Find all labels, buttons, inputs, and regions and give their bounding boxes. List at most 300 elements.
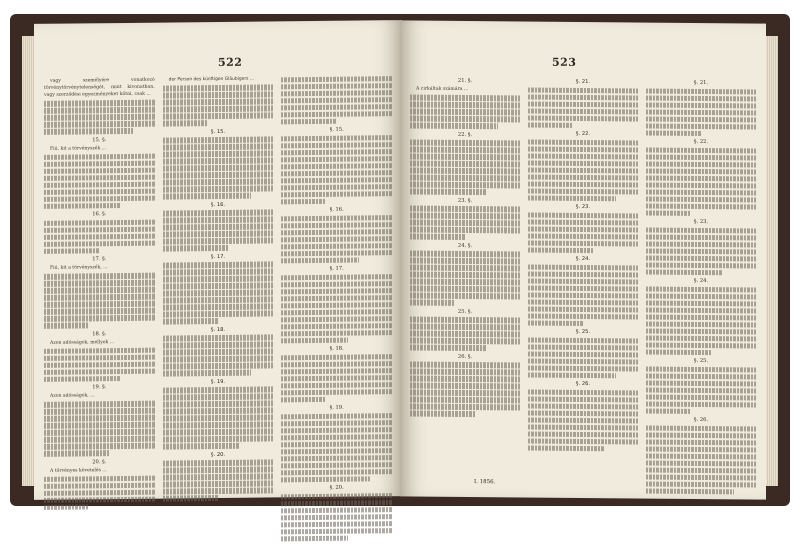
section-heading: §. 17.: [329, 265, 344, 272]
text-line: [646, 335, 756, 341]
text-line: [163, 480, 274, 487]
text-line: [528, 108, 638, 114]
text-line: [528, 87, 638, 93]
text-line: [646, 88, 756, 94]
text-line: [281, 281, 392, 288]
text-line: [410, 375, 520, 381]
text-line: [44, 415, 155, 422]
text-line: [44, 301, 155, 308]
text-line: [44, 195, 155, 202]
text-line: [410, 264, 520, 270]
text-line: [528, 313, 638, 319]
text-line: [281, 243, 392, 250]
text-line: [44, 181, 155, 188]
text-line: [44, 100, 155, 107]
section-heading: 17. §.: [92, 256, 107, 263]
text-line: [646, 234, 756, 240]
text-line: [410, 337, 520, 343]
text-line: [163, 296, 274, 303]
text-line: [163, 334, 274, 341]
text-line: [528, 351, 638, 357]
text-line: [528, 344, 638, 350]
text-line: [410, 299, 454, 305]
text-line: [163, 362, 274, 369]
section-heading: §. 25.: [575, 328, 591, 336]
text-line: [410, 226, 520, 232]
text-line: [646, 293, 756, 299]
text-line: [163, 466, 274, 473]
text-line: [410, 146, 520, 152]
text-line: [281, 83, 392, 90]
text-line: [646, 161, 756, 167]
text-line: [163, 91, 274, 98]
text-line: [163, 407, 274, 414]
text-line: [281, 76, 392, 83]
text-line: [646, 401, 756, 407]
text-line: [281, 198, 325, 204]
text-line: [528, 101, 638, 107]
section-heading: §. 15.: [329, 126, 344, 133]
section-text: vagy személyére vonatkozó törvénytörvénytelenségét, mint kivonatban, vagy szerződési egyezményeket kötni, csak ...: [44, 77, 155, 98]
text-line: [163, 209, 274, 216]
section-heading: §. 16.: [210, 201, 226, 208]
text-line: [646, 286, 756, 292]
text-line: [646, 109, 756, 115]
text-line: [528, 306, 638, 312]
text-line: [281, 288, 392, 295]
text-line: [281, 535, 347, 541]
text-line: [281, 170, 392, 177]
text-line: [646, 446, 756, 452]
text-line: [410, 205, 520, 211]
text-line: [163, 428, 274, 435]
text-line: [44, 273, 155, 280]
text-line: [163, 473, 274, 480]
text-line: [528, 226, 638, 232]
text-line: [281, 97, 392, 104]
section-heading: §. 16.: [329, 206, 344, 213]
text-line: [163, 459, 274, 466]
text-line: [646, 394, 756, 400]
text-line: [281, 111, 392, 118]
text-line: [44, 354, 155, 361]
text-line: [163, 193, 252, 199]
section-heading: §. 23.: [693, 218, 709, 226]
text-line: [410, 160, 520, 166]
text-line: [646, 432, 756, 438]
text-line: [44, 315, 155, 322]
text-line: [281, 354, 392, 361]
text-line: [44, 408, 155, 415]
text-line: [646, 175, 756, 181]
section-heading: 23. §.: [457, 197, 473, 204]
text-line: [281, 257, 358, 263]
section-heading: 22. §.: [457, 131, 473, 138]
text-line: [410, 139, 520, 145]
text-line: [646, 321, 756, 327]
text-line: [281, 229, 392, 236]
text-line: [528, 195, 616, 201]
text-line: [528, 278, 638, 284]
text-line: [410, 219, 520, 225]
text-line: [281, 215, 392, 222]
text-line: [163, 386, 274, 393]
text-line: [163, 341, 274, 348]
text-line: [646, 300, 756, 306]
section-heading: §. 26.: [693, 416, 709, 424]
text-line: [646, 460, 756, 466]
text-line: [44, 368, 155, 375]
text-line: [528, 299, 638, 305]
right-page: [400, 20, 766, 499]
text-line: [410, 108, 520, 114]
text-line: [528, 320, 583, 326]
text-line: [163, 164, 274, 171]
text-line: [163, 98, 274, 105]
text-line: [528, 389, 638, 395]
text-line: [281, 375, 392, 382]
text-line: [410, 122, 498, 128]
text-line: [646, 307, 756, 313]
text-line: [281, 149, 392, 156]
text-line: [281, 469, 392, 476]
text-line: [163, 261, 274, 268]
text-line: [281, 396, 325, 402]
text-line: [646, 439, 756, 445]
text-line: [646, 154, 756, 160]
right-page-edges: [764, 36, 778, 486]
text-line: [44, 347, 155, 354]
section-heading: §. 19.: [210, 378, 226, 385]
text-line: [410, 278, 520, 284]
text-line: [44, 450, 110, 456]
text-line: [281, 455, 392, 462]
text-line: [528, 146, 638, 152]
text-line: [163, 310, 274, 317]
text-line: [410, 330, 520, 336]
text-line: [646, 95, 756, 101]
text-line: [281, 156, 392, 163]
text-line: [528, 212, 638, 218]
text-line: [410, 153, 520, 159]
text-line: [410, 410, 476, 416]
text-line: [44, 128, 133, 134]
text-line: [646, 328, 756, 334]
text-line: [410, 323, 520, 329]
left-page: [34, 20, 402, 500]
text-line: [281, 330, 392, 337]
text-line: [44, 188, 155, 195]
text-line: [163, 370, 252, 376]
text-line: [528, 181, 638, 187]
text-line: [163, 230, 274, 237]
text-line: [281, 434, 392, 441]
text-line: [281, 177, 392, 184]
text-line: [163, 216, 274, 223]
text-line: [646, 203, 756, 209]
text-line: [646, 241, 756, 247]
text-line: [163, 237, 274, 244]
text-line: [281, 142, 392, 149]
text-line: [528, 358, 638, 364]
text-line: [163, 136, 274, 143]
text-line: [410, 382, 520, 388]
text-line: [281, 493, 392, 500]
text-line: [410, 233, 465, 239]
text-line: [281, 507, 392, 514]
text-line: [163, 355, 274, 362]
left-page-columns: [44, 74, 392, 490]
left-column-german: [163, 75, 274, 488]
text-line: [163, 289, 274, 296]
text-line: [281, 448, 392, 455]
left-page-number: 522: [218, 55, 243, 69]
section-heading: §. 21.: [575, 78, 591, 86]
right-page-columns: [410, 74, 756, 489]
section-heading: §. 17.: [210, 253, 226, 260]
text-line: [410, 181, 520, 187]
section-heading: 19. §.: [92, 384, 107, 391]
text-line: [410, 101, 520, 107]
text-line: [410, 250, 520, 256]
text-line: [163, 275, 274, 282]
text-line: [281, 309, 392, 316]
text-line: [646, 130, 701, 136]
text-line: [163, 421, 274, 428]
text-line: [44, 308, 155, 315]
text-line: [281, 420, 392, 427]
text-line: [410, 271, 520, 277]
section-text: der Person des künftigen Gläubigers ...: [168, 76, 254, 83]
text-line: [281, 476, 370, 482]
text-line: [646, 488, 734, 494]
text-line: [528, 438, 638, 444]
text-line: [528, 139, 638, 145]
section-heading: §. 26.: [575, 380, 591, 388]
section-heading: 15. §.: [92, 136, 107, 143]
text-line: [281, 323, 392, 330]
text-line: [281, 222, 392, 229]
section-text: A cirkáltak számára ...: [416, 86, 469, 92]
text-line: [528, 396, 638, 402]
text-line: [281, 337, 347, 343]
text-line: [646, 102, 756, 108]
text-line: [281, 191, 392, 198]
text-line: [410, 389, 520, 395]
text-line: [528, 431, 638, 437]
text-line: [44, 475, 155, 482]
text-line: [44, 294, 155, 301]
text-line: [44, 504, 88, 510]
text-line: [646, 196, 756, 202]
text-line: [163, 487, 274, 494]
text-line: [163, 435, 274, 442]
text-line: [163, 185, 274, 192]
text-line: [281, 316, 392, 323]
text-line: [163, 171, 274, 178]
text-line: [410, 174, 520, 180]
text-line: [410, 285, 520, 291]
section-text: Fiú, kit a törvényszék, ...: [50, 265, 108, 271]
text-line: [281, 427, 392, 434]
text-line: [646, 349, 712, 355]
text-line: [44, 167, 155, 174]
section-heading: 18. §.: [92, 330, 107, 337]
page-footer: I. 1856.: [474, 479, 496, 486]
text-line: [528, 424, 638, 430]
text-line: [646, 408, 690, 414]
text-line: [163, 414, 274, 421]
text-line: [163, 400, 274, 407]
text-line: [528, 292, 638, 298]
text-line: [163, 348, 274, 355]
text-line: [646, 453, 756, 459]
text-line: [528, 417, 638, 423]
text-line: [281, 236, 392, 243]
text-line: [528, 240, 638, 246]
text-line: [528, 153, 638, 159]
text-line: [646, 147, 756, 153]
text-line: [281, 163, 392, 170]
section-heading: §. 23.: [575, 203, 591, 211]
text-line: [44, 429, 155, 436]
text-line: [646, 227, 756, 233]
text-line: [410, 292, 520, 298]
text-line: [646, 262, 756, 268]
text-line: [528, 247, 594, 253]
text-line: [528, 372, 616, 378]
text-line: [646, 380, 756, 386]
text-line: [44, 121, 155, 128]
open-book: [10, 14, 790, 506]
text-line: [646, 481, 756, 487]
text-line: [281, 462, 392, 469]
text-line: [281, 90, 392, 97]
text-line: [163, 245, 229, 251]
text-line: [44, 361, 155, 368]
text-line: [163, 223, 274, 230]
text-line: [44, 322, 88, 328]
section-heading: 21. §.: [457, 77, 473, 85]
text-line: [646, 366, 756, 372]
text-line: [646, 269, 723, 275]
text-line: [646, 255, 756, 261]
section-heading: §. 25.: [693, 357, 709, 365]
section-heading: §. 24.: [693, 277, 709, 285]
text-line: [163, 268, 274, 275]
text-line: [44, 287, 155, 294]
text-line: [44, 153, 155, 160]
text-line: [163, 393, 274, 400]
text-line: [281, 135, 392, 142]
text-line: [528, 167, 638, 173]
text-line: [44, 376, 121, 382]
text-line: [528, 94, 638, 100]
text-line: [528, 285, 638, 291]
text-line: [281, 302, 392, 309]
right-column-german: [528, 76, 638, 489]
text-line: [646, 373, 756, 379]
text-line: [44, 174, 155, 181]
text-line: [410, 94, 520, 100]
text-line: [281, 521, 392, 528]
section-heading: 16. §.: [92, 211, 107, 218]
section-heading: §. 18.: [210, 326, 226, 333]
text-line: [410, 167, 520, 173]
text-line: [44, 443, 155, 450]
text-line: [646, 467, 756, 473]
text-line: [44, 482, 155, 489]
text-line: [44, 160, 155, 167]
text-line: [163, 120, 207, 126]
section-heading: 26. §.: [457, 353, 473, 360]
text-line: [44, 107, 155, 114]
text-line: [281, 118, 336, 124]
section-text: Azon adósságok, ...: [50, 393, 95, 399]
section-text: A törvényes követelés ...: [50, 467, 107, 474]
text-line: [281, 361, 392, 368]
text-line: [410, 403, 520, 409]
text-line: [163, 112, 274, 119]
text-line: [281, 184, 392, 191]
text-line: [44, 248, 99, 254]
text-line: [163, 143, 274, 150]
section-heading: §. 19.: [329, 404, 344, 411]
text-line: [281, 295, 392, 302]
text-line: [410, 257, 520, 263]
text-line: [44, 219, 155, 226]
section-heading: §. 22.: [693, 138, 709, 146]
text-line: [528, 122, 572, 128]
section-heading: §. 22.: [575, 130, 591, 138]
text-line: [44, 233, 155, 240]
text-line: [528, 403, 638, 409]
text-line: [410, 344, 487, 350]
text-line: [44, 496, 155, 503]
text-line: [528, 271, 638, 277]
text-line: [646, 182, 756, 188]
text-line: [163, 318, 218, 324]
text-line: [163, 178, 274, 185]
text-line: [44, 226, 155, 233]
text-line: [410, 188, 487, 194]
right-column-romanian: [646, 77, 756, 490]
text-line: [528, 174, 638, 180]
text-line: [528, 337, 638, 343]
left-column-romanian: [281, 74, 392, 491]
text-line: [646, 474, 756, 480]
text-line: [410, 316, 520, 322]
text-line: [646, 425, 756, 431]
text-line: [44, 280, 155, 287]
text-line: [163, 157, 274, 164]
text-line: [44, 422, 155, 429]
text-line: [646, 116, 756, 122]
text-line: [281, 368, 392, 375]
text-line: [281, 250, 392, 257]
text-line: [528, 219, 638, 225]
text-line: [281, 500, 392, 507]
section-text: Azon adósságok, mellyek ...: [50, 339, 115, 346]
text-line: [44, 114, 155, 121]
text-line: [528, 115, 638, 121]
text-line: [646, 168, 756, 174]
text-line: [163, 495, 218, 501]
text-line: [410, 212, 520, 218]
text-line: [281, 441, 392, 448]
text-line: [646, 123, 756, 129]
text-line: [646, 210, 690, 216]
